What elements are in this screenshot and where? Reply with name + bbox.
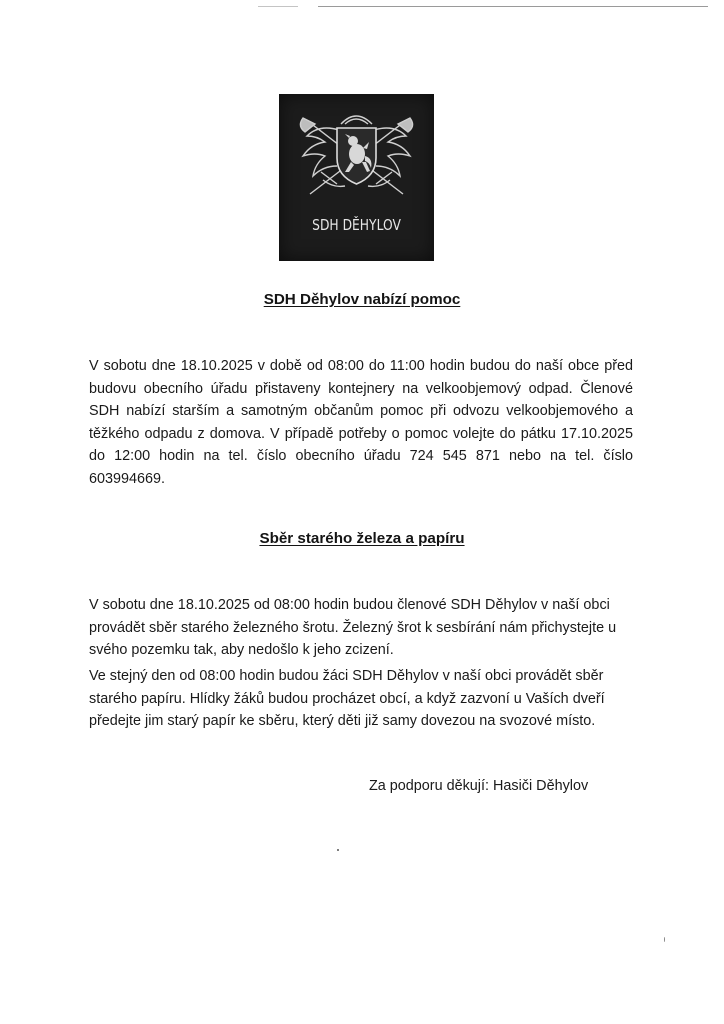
firefighter-emblem-lion-icon bbox=[279, 94, 434, 214]
section-title-help: SDH Děhylov nabízí pomoc bbox=[263, 291, 461, 308]
paper-collection-paragraph: Ve stejný den od 08:00 hodin budou žáci SDH Děhylov v naší obci provádět sběr starého papíru. Hlídky žáků budou procházet obcí, a když zazvoní u Vaších dveří předejte jim starý papír ke sběru, který děti již samy dovezou na svozové místo. bbox=[89, 668, 605, 729]
signature: Za podporu děkují: Hasiči Děhylov bbox=[369, 778, 589, 794]
help-paragraph: V sobotu dne 18.10.2025 v době od 08:00 do 11:00 hodin budou do naší obce před budovu obecního úřadu přistaveny kontejnery na velkoobjemový odpad. Členové SDH nabízí starším a samotným občanům pomoc při odvozu velkoobjemového a těžkého odpadu z domova. V případě potřeby o pomoc volejte do pátku 17.10.2025 do 12:00 hodin na tel. číslo obecního úřadu 724 545 871 nebo na tel. číslo 603994669. bbox=[89, 358, 633, 487]
sdh-logo bbox=[279, 94, 434, 261]
scan-artifact-line bbox=[318, 6, 708, 7]
scan-speck bbox=[337, 849, 339, 851]
scan-speck bbox=[664, 937, 665, 942]
logo-caption: SDH DĚHYLOV bbox=[312, 216, 401, 234]
iron-collection-paragraph: V sobotu dne 18.10.2025 od 08:00 hodin budou členové SDH Děhylov v naší obci provádět sběr starého železného šrotu. Železný šrot k sesbírání nám přichystejte u svého pozemku tak, aby nedošlo k jeho zcizení. bbox=[89, 597, 617, 658]
section-title-collection: Sběr starého železa a papíru bbox=[259, 530, 465, 547]
scan-artifact-line bbox=[258, 6, 298, 7]
